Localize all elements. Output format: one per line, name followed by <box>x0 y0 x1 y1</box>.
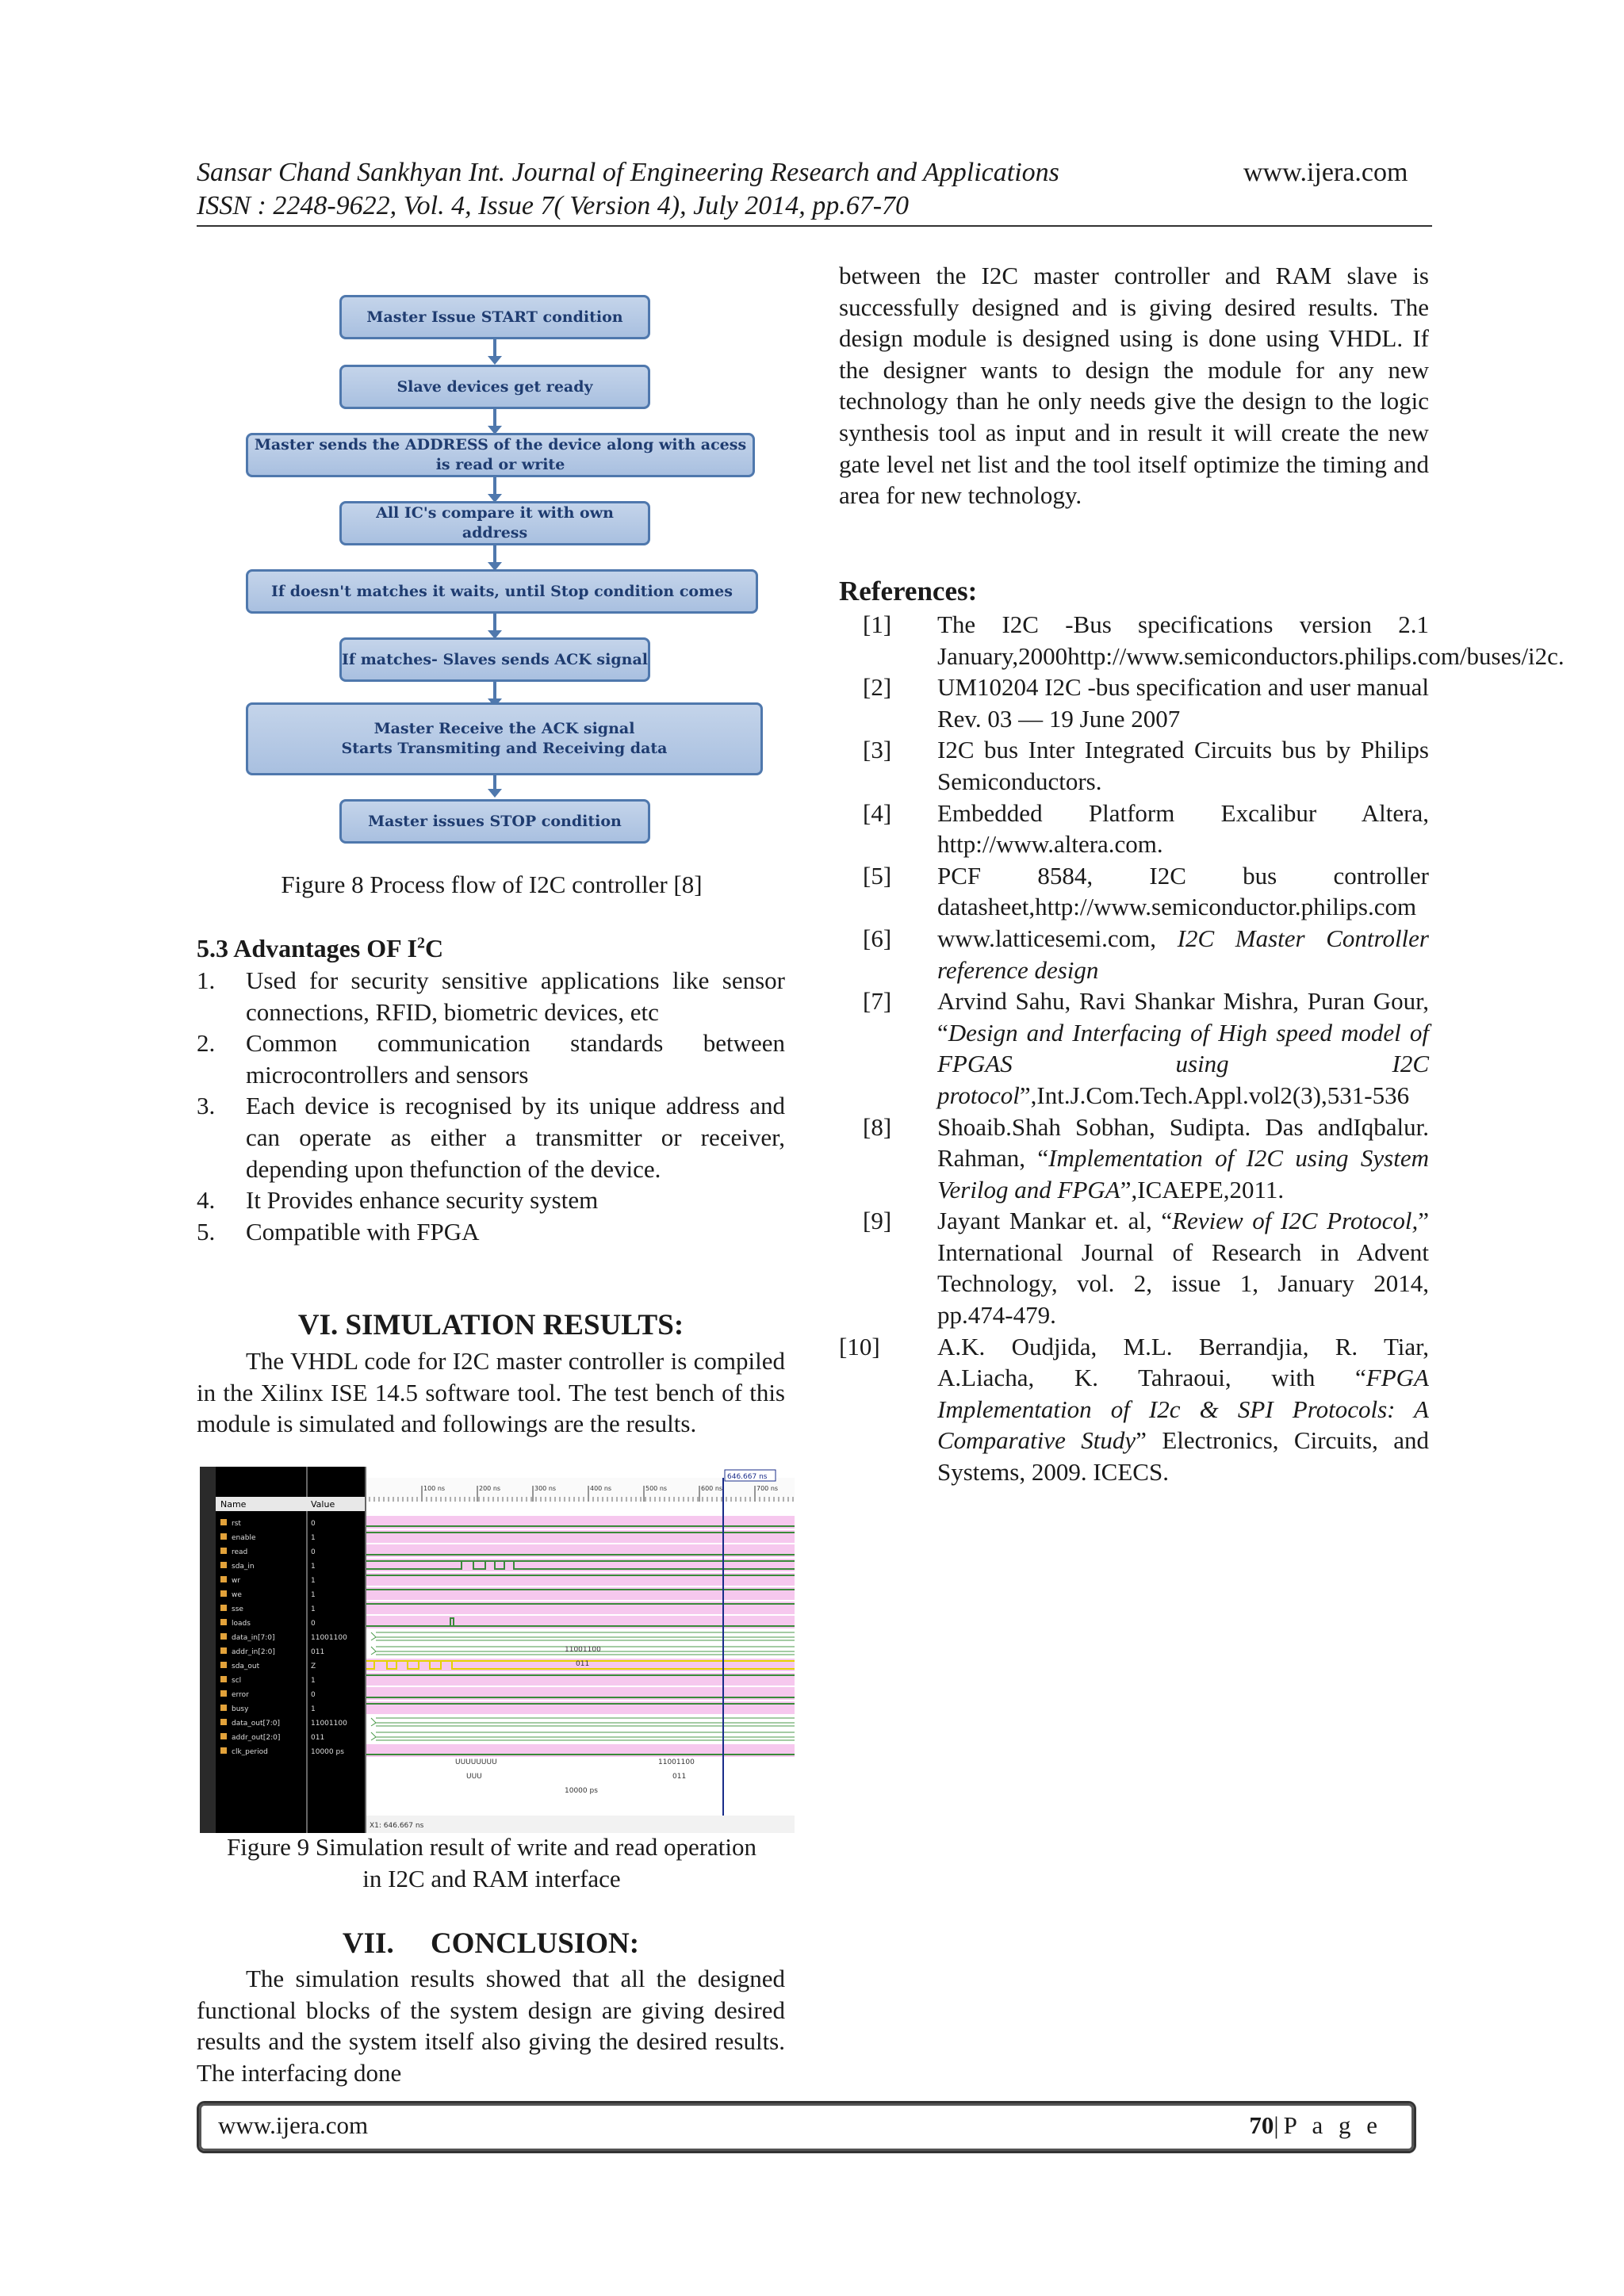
bus-label-clk-period: 10000 ps <box>565 1787 598 1795</box>
flow-step-no-match: If doesn't matches it waits, until Stop condition comes <box>246 569 758 614</box>
reference-after: ”,Int.J.Com.Tech.Appl.vol2(3),531-536 <box>1019 1081 1410 1109</box>
signal-name[interactable]: loads <box>232 1620 251 1628</box>
signal-icon <box>220 1676 227 1682</box>
wave-row-bg <box>366 1630 795 1643</box>
section-7-title: VII. CONCLUSION: <box>342 1927 640 1960</box>
section-7-paragraph: The simulation results showed that all the designed functional blocks of the system design are giving desired results and the system itself also giving the desired results. The interfacing done <box>197 1965 785 2087</box>
reference-item <box>839 985 1429 1111</box>
signal-icon <box>220 1747 227 1754</box>
section-6-paragraph: The VHDL code for I2C master controller is compiled in the Xilinx ISE 14.5 software tool. The test bench of this module is simulated and followings are the results. <box>197 1347 785 1438</box>
signal-icon <box>220 1647 227 1654</box>
reference-italic: Implementation of I2C using System Verilog and FPGA <box>937 1144 1429 1203</box>
reference-number: [4] <box>863 798 892 827</box>
signal-icon <box>220 1705 227 1711</box>
list-text: It Provides enhance security system <box>246 1186 599 1215</box>
signal-name[interactable]: wr <box>232 1577 241 1585</box>
signal-icon <box>220 1619 227 1625</box>
reference-number: [8] <box>863 1112 892 1141</box>
footer-url[interactable]: www.ijera.com <box>218 2111 369 2139</box>
flow-step-receive-ack-line2: Starts Transmiting and Receiving data <box>341 740 668 757</box>
flow-step-compare: All IC's compare it with own address <box>339 501 650 545</box>
flow-arrow-2 <box>493 409 496 427</box>
signal-value: 0 <box>311 1620 316 1628</box>
reference-after: ” Electronics, Circuits, and Systems, 2009. ICECS. <box>937 1426 1429 1487</box>
signal-icon <box>220 1519 227 1525</box>
reference-text: www.latticesemi.com, <box>937 924 1178 952</box>
signal-value: 011 <box>311 1734 325 1742</box>
bus-label-addr-out-a: UUU <box>466 1773 482 1781</box>
signal-value: 0 <box>311 1520 316 1528</box>
reference-number: [5] <box>863 861 892 890</box>
tick-label: 300 ns <box>534 1485 557 1492</box>
flow-step-stop: Master issues STOP condition <box>339 799 650 844</box>
bus-label-data-in: 11001100 <box>565 1646 601 1654</box>
list-number: 4. <box>197 1186 216 1215</box>
wave-row-bg <box>366 1730 795 1743</box>
reference-item <box>839 798 1429 860</box>
tick-label: 400 ns <box>590 1485 612 1492</box>
tick-label: 600 ns <box>701 1485 723 1492</box>
status-bar <box>366 1816 795 1833</box>
signal-value: 1 <box>311 1534 316 1542</box>
flow-arrow-3 <box>493 477 496 495</box>
signal-name[interactable]: sse <box>232 1605 243 1613</box>
column-name-header: Name <box>220 1499 247 1510</box>
cursor-label: 646.667 ns <box>727 1473 768 1481</box>
signal-icon <box>220 1733 227 1739</box>
list-item <box>197 1027 785 1090</box>
reference-item <box>839 1112 1429 1206</box>
signal-value: 1 <box>311 1591 316 1599</box>
tick-label: 500 ns <box>645 1485 668 1492</box>
panel-divider <box>306 1467 308 1833</box>
signal-name[interactable]: error <box>232 1691 249 1699</box>
reference-number: [10] <box>839 1332 880 1360</box>
signal-name[interactable]: data_in[7:0] <box>232 1634 275 1642</box>
signal-icon <box>220 1605 227 1611</box>
signal-value: 1 <box>311 1563 316 1571</box>
reference-text: I2C bus Inter Integrated Circuits bus by Philips Semiconductors. <box>937 736 1429 795</box>
signal-value: 1 <box>311 1605 316 1613</box>
figure-8-caption: Figure 8 Process flow of I2C controller [8] <box>281 871 703 898</box>
flow-arrow-5 <box>493 614 496 631</box>
signal-icon <box>220 1590 227 1597</box>
signal-icon <box>220 1690 227 1697</box>
references-list <box>839 609 1565 1488</box>
reference-text: Jayant Mankar et. al, “ <box>937 1207 1173 1235</box>
reference-number: [7] <box>863 987 892 1016</box>
reference-item <box>839 860 1429 923</box>
advantages-list <box>197 965 785 1247</box>
flow-step-receive-ack <box>246 702 763 775</box>
bus-label-addr-out-b: 011 <box>672 1773 687 1781</box>
page-label: |P a g e <box>1274 2111 1382 2139</box>
signal-name[interactable]: sda_in <box>232 1563 255 1571</box>
footer-page-number <box>1249 2111 1382 2140</box>
signal-name[interactable]: sda_out <box>232 1663 260 1670</box>
flow-step-send-address: Master sends the ADDRESS of the device along with acess is read or write <box>246 433 755 477</box>
reference-number: [1] <box>863 610 892 638</box>
tick-label: 700 ns <box>756 1485 779 1492</box>
reference-text: Embedded Platform Excalibur Altera, http://www.altera.com. <box>937 798 1429 859</box>
list-text: Compatible with FPGA <box>246 1217 480 1246</box>
signal-icon <box>220 1533 227 1540</box>
list-text: Each device is recognised by its unique address and can operate as either a transmitter or receiver, depending upon thefunction of the device. <box>246 1092 785 1183</box>
tick-label: 200 ns <box>479 1485 501 1492</box>
signal-icon <box>220 1719 227 1725</box>
reference-item <box>839 609 1565 672</box>
references-title: References: <box>839 576 978 607</box>
waveform-svg <box>200 1467 795 1833</box>
wave-row-bg <box>366 1716 795 1728</box>
flow-arrow-6 <box>493 682 496 699</box>
list-item <box>197 1090 785 1184</box>
reference-number: [6] <box>863 924 892 952</box>
reference-after: ”,ICAEPE,2011. <box>1120 1175 1285 1203</box>
signal-name[interactable]: busy <box>232 1705 249 1713</box>
signal-value: 0 <box>311 1691 316 1699</box>
list-number: 3. <box>197 1092 216 1120</box>
list-text: Used for security sensitive applications like sensor connections, RFID, biometric devices, etc <box>246 966 785 1026</box>
page-number: 70 <box>1249 2111 1274 2139</box>
reference-item <box>839 1331 1429 1488</box>
section-6-title: VI. SIMULATION RESULTS: <box>297 1309 684 1341</box>
section-5-3-title-suffix: C <box>424 934 444 962</box>
reference-after: ” International Journal of Research in Advent Technology, vol. 2, issue 1, January 2014, pp.474-479. <box>937 1207 1430 1330</box>
flow-arrow-7 <box>493 775 496 790</box>
figure-9-caption-line1: Figure 9 Simulation result of write and read operation <box>226 1833 757 1861</box>
flow-step-receive-ack-line1: Master Receive the ACK signal <box>373 720 635 737</box>
signal-value: 1 <box>311 1577 316 1585</box>
signal-icon <box>220 1548 227 1554</box>
flow-step-ack: If matches- Slaves sends ACK signal <box>339 637 650 682</box>
page-footer <box>197 2101 1416 2153</box>
column-value-header: Value <box>311 1499 335 1510</box>
reference-text: UM10204 I2C -bus specification and user manual Rev. 03 — 19 June 2007 <box>937 673 1429 733</box>
list-item <box>197 1216 785 1248</box>
signal-name[interactable]: enable <box>232 1534 256 1542</box>
simulation-waveform <box>200 1467 795 1833</box>
wave-rows <box>366 1516 795 1757</box>
section-5-3-title-text: 5.3 Advantages OF I <box>197 934 417 962</box>
signal-value: 011 <box>311 1648 325 1656</box>
bus-label-addr-in: 011 <box>576 1660 590 1668</box>
reference-italic: I2C Master Controller reference design <box>937 924 1429 984</box>
reference-number: [3] <box>863 736 892 764</box>
list-text: Common communication standards between microcontrollers and sensors <box>246 1029 785 1089</box>
signal-name[interactable]: addr_in[2:0] <box>232 1648 275 1656</box>
journal-issn: ISSN : 2248-9622, Vol. 4, Issue 7( Version 4), July 2014, pp.67-70 <box>197 191 910 220</box>
flow-arrow-4 <box>493 545 496 563</box>
signal-value: 1 <box>311 1705 316 1713</box>
flow-arrow-1 <box>493 339 496 357</box>
reference-number: [2] <box>863 673 892 702</box>
list-number: 1. <box>197 966 216 994</box>
signal-name[interactable]: we <box>232 1591 242 1599</box>
toolbar-strip <box>200 1467 216 1833</box>
signal-name[interactable]: clk_period <box>232 1748 268 1756</box>
signal-name[interactable]: addr_out[2:0] <box>232 1734 281 1742</box>
status-label: X1: 646.667 ns <box>370 1822 424 1830</box>
reference-number: [9] <box>863 1207 892 1235</box>
signal-name[interactable]: data_out[7:0] <box>232 1720 281 1728</box>
reference-item <box>839 672 1429 734</box>
flow-step-slave-ready: Slave devices get ready <box>339 365 650 409</box>
signal-value: 11001100 <box>311 1634 347 1642</box>
reference-text: PCF 8584, I2C bus controller datasheet,http://www.semiconductor.philips.com <box>937 861 1429 921</box>
section-5-3-title <box>197 934 443 963</box>
signal-value: 10000 ps <box>311 1748 344 1756</box>
process-flowchart <box>238 285 777 848</box>
reference-italic: FPGA Implementation of I2c & SPI Protocols: A Comparative Study <box>937 1364 1429 1455</box>
reference-item <box>839 734 1429 797</box>
flow-step-start: Master Issue START condition <box>339 295 650 339</box>
reference-italic: Design and Interfacing of High speed model of FPGAS using I2C protocol <box>937 1018 1429 1109</box>
reference-item <box>839 1205 1429 1330</box>
tick-label: 100 ns <box>423 1485 446 1492</box>
signal-value: Z <box>311 1663 316 1670</box>
signal-name[interactable]: scl <box>232 1677 242 1685</box>
signal-icon <box>220 1562 227 1568</box>
figure-9-caption-line2: in I2C and RAM interface <box>362 1865 621 1892</box>
signal-value: 1 <box>311 1677 316 1685</box>
list-number: 5. <box>197 1217 216 1246</box>
header-rule <box>197 225 1432 227</box>
journal-title: Sansar Chand Sankhyan Int. Journal of Engineering Research and Applications <box>197 158 1059 187</box>
reference-text: A.K. Oudjida, M.L. Berrandjia, R. Tiar, A.Liacha, K. Tahraoui, with “ <box>937 1332 1429 1392</box>
reference-text: Arvind Sahu, Ravi Shankar Mishra, Puran Gour, “ <box>937 987 1429 1047</box>
journal-url[interactable]: www.ijera.com <box>1243 158 1408 187</box>
section-5-3-title-sup: 2 <box>416 934 425 952</box>
section-7-continuation: between the I2C master controller and RAM slave is successfully designed and is giving desired results. The design module is designed using is done using VHDL. If the designer wants to design the module for any new technology than he only needs give the design to the logic synthesis tool as input and in result it will create the new gate level net list and the tool itself optimize the timing and area for new technology. <box>839 262 1429 510</box>
signal-name[interactable]: read <box>232 1548 248 1556</box>
list-item <box>197 965 785 1027</box>
bus-label-data-out-a: UUUUUUUU <box>455 1758 497 1766</box>
panel-divider-2 <box>365 1467 366 1833</box>
signal-icon <box>220 1662 227 1668</box>
signal-value: 11001100 <box>311 1720 347 1728</box>
list-item <box>197 1184 785 1216</box>
reference-italic: Review of I2C Protocol, <box>1172 1207 1419 1235</box>
bus-label-data-out-b: 11001100 <box>658 1758 695 1766</box>
signal-icon <box>220 1633 227 1640</box>
reference-text: The I2C -Bus specifications version 2.1 January,2000http://www.semiconductors.philips.com/buses/i2c. <box>937 610 1565 670</box>
signal-name[interactable]: rst <box>232 1520 241 1528</box>
signal-value: 0 <box>311 1548 316 1556</box>
reference-item <box>839 923 1429 985</box>
signal-icon <box>220 1576 227 1582</box>
reference-text: Shoaib.Shah Sobhan, Sudipta. Das andIqbalur. Rahman, “ <box>937 1112 1429 1173</box>
list-number: 2. <box>197 1029 216 1058</box>
